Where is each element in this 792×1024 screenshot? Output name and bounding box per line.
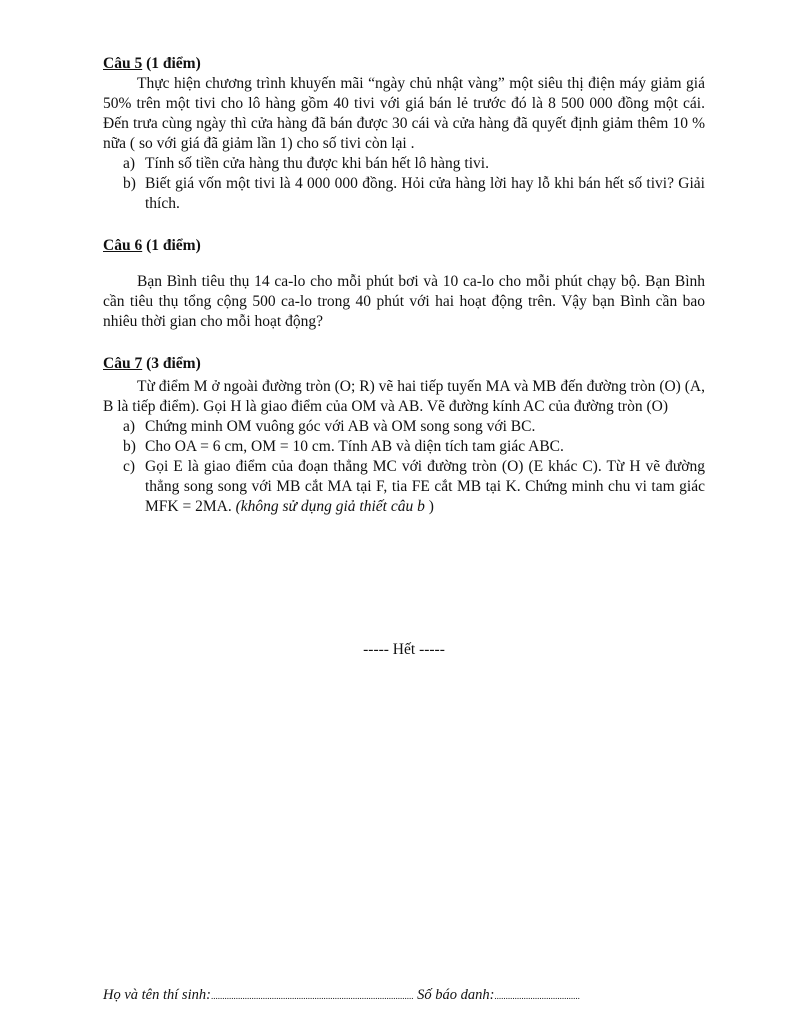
item-text: Cho OA = 6 cm, OM = 10 cm. Tính AB và diện tích tam giác ABC.	[145, 438, 564, 455]
question-5-heading	[103, 54, 705, 74]
item-label: a)	[123, 418, 136, 435]
candidate-name-field: ..........................................................................................	[210, 991, 414, 1001]
question-5-item-a	[103, 154, 705, 174]
item-label: c)	[123, 458, 136, 475]
end-mark: ----- Hết -----	[363, 641, 445, 658]
item-label: b)	[123, 175, 136, 192]
item-note: (không sử dụng giả thiết câu b	[235, 498, 425, 515]
question-7-item-a	[103, 417, 705, 437]
candidate-id-field: ......................................	[494, 991, 580, 1001]
item-text: Chứng minh OM vuông góc với AB và OM song song với BC.	[145, 418, 536, 435]
question-5-items	[103, 154, 705, 214]
question-6-number: Câu 6	[103, 237, 143, 254]
question-5-body: Thực hiện chương trình khuyến mãi “ngày chủ nhật vàng” một siêu thị điện máy giảm giá 50% trên một tivi cho lô hàng gồm 40 tivi với giá bán lẻ trước đó là 8 500 000 đồng một cái. Đến trưa cùng ngày thì cửa hàng đã bán được 30 cái và cửa hàng đã quyết định giảm thêm 10 % nữa ( so với giá đã giảm lần 1) cho số tivi còn lại .	[103, 75, 705, 152]
question-7-body: Từ điểm M ở ngoài đường tròn (O; R) vẽ hai tiếp tuyến MA và MB đến đường tròn (O) (A, B là tiếp điểm). Gọi H là giao điểm của OM và AB. Vẽ đường kính AC của đường tròn (O)	[103, 378, 705, 415]
item-text: Tính số tiền cửa hàng thu được khi bán hết lô hàng tivi.	[145, 155, 489, 172]
exam-page	[103, 54, 705, 658]
question-5-points: (1 điểm)	[146, 55, 201, 72]
question-7-items	[103, 417, 705, 517]
item-text: Gọi E là giao điểm của đoạn thẳng MC với đường tròn (O) (E khác C). Từ H vẽ đường thẳng song song với MB cắt MA tại F, tia FE cắt MB tại K. Chứng minh chu vi tam giác MFK = 2MA.	[145, 458, 705, 515]
item-text: Biết giá vốn một tivi là 4 000 000 đồng. Hỏi cửa hàng lời hay lỗ khi bán hết số tivi? Giải thích.	[145, 175, 705, 212]
question-6-body: Bạn Bình tiêu thụ 14 ca-lo cho mỗi phút bơi và 10 ca-lo cho mỗi phút chạy bộ. Bạn Bình cần tiêu thụ tổng cộng 500 ca-lo trong 40 phút với hai hoạt động trên. Vậy bạn Bình cần bao nhiêu thời gian cho mỗi hoạt động?	[103, 273, 705, 330]
question-7-item-c	[103, 457, 705, 517]
question-7-points: (3 điểm)	[146, 355, 201, 372]
question-5-number: Câu 5	[103, 55, 143, 72]
item-label: a)	[123, 155, 136, 172]
question-5-item-b	[103, 174, 705, 214]
question-7-heading	[103, 354, 705, 374]
candidate-name-label: Họ và tên thí sinh:	[103, 987, 211, 1003]
question-6-heading	[103, 236, 705, 256]
candidate-id-label: Số báo danh:	[417, 987, 495, 1003]
item-label: b)	[123, 438, 136, 455]
question-6-points: (1 điểm)	[146, 237, 201, 254]
candidate-footer	[103, 987, 580, 1004]
question-7-item-b	[103, 437, 705, 457]
question-7-number: Câu 7	[103, 355, 143, 372]
item-close: )	[424, 498, 434, 515]
